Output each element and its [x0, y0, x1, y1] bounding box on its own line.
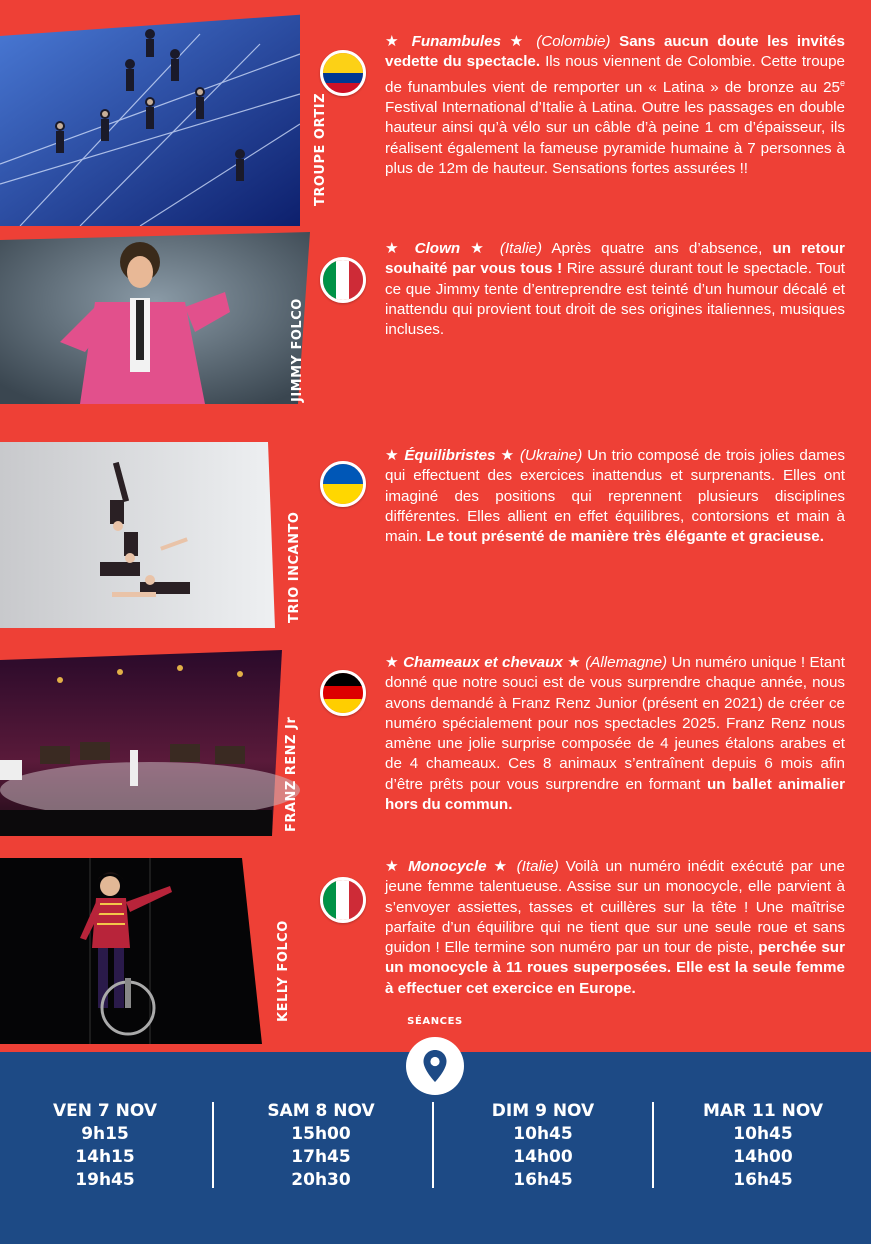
flag-italy: [320, 257, 366, 303]
star-icon: ★: [385, 447, 400, 464]
act-text-bold: un ballet animalier hors du commun.: [385, 775, 845, 814]
star-icon: ★: [385, 858, 402, 875]
star-icon: ★: [500, 447, 515, 464]
seance-day: DIM 9 NOV: [491, 1101, 595, 1121]
seance-time: 16h45: [513, 1170, 573, 1190]
column-divider: [212, 1102, 214, 1188]
act-description: [385, 239, 845, 340]
column-divider: [652, 1102, 654, 1188]
act-text: Voilà un numéro inédit exécuté par une jeune femme talentueuse. Assise sur un monocycle, elle parvient à s’envoyer assiettes, tasses et cuillères sur la tête ! Une maîtrise parfaite d’un équilibre qui ne tient que sur une seule roue et sans guidon ! Elle termine son numéro par un tour de piste,: [385, 858, 845, 957]
act-country: (Italie): [516, 858, 559, 875]
seance-time: 15h00: [291, 1124, 351, 1144]
seance-time: 19h45: [75, 1170, 135, 1190]
seance-day: MAR 11 NOV: [702, 1101, 824, 1121]
seance-day: VEN 7 NOV: [52, 1101, 158, 1121]
act-text-bold: Le tout présenté de manière très élégante et gracieuse.: [426, 528, 824, 546]
seance-time: 14h00: [733, 1147, 793, 1167]
caption-troupe-ortiz: TROUPE ORTIZ: [313, 92, 328, 206]
act-text: Un numéro unique ! Etant donné que notre souci est de vous surprendre chaque année, nous avons demandé à Franz Renz Junior (présent en 2021) de créer ce numéro spécialement pour nos spectacles 2025. Franz Renz nous amène une jolie surprise composée de 4 jeunes étalons arabes et de 4 chameaux. Ces 8 animaux s’entraînent depuis 6 mois afin d’être prêts pour vous surprendre en formant: [385, 654, 845, 793]
seance-day-col: [0, 1100, 210, 1192]
flag-colombia: [320, 50, 366, 96]
seance-time: 14h15: [75, 1147, 135, 1167]
act-description: [385, 857, 845, 999]
act-title: Clown: [414, 240, 461, 257]
seances-badge: [406, 1037, 464, 1095]
seance-day-col: [216, 1100, 426, 1192]
seance-day: SAM 8 NOV: [267, 1101, 375, 1121]
photo-franz-renz: [0, 650, 310, 836]
photo-kelly-folco: [0, 858, 310, 1044]
act-description: [385, 446, 845, 547]
act-text: Festival International d’Italie à Latina. Outre les passages en double hauteur ainsi qu’à vélo sur un câble d’à peine 1 cm d’épaisseur, ils réalisent également la fameuse pyramide humaine à 7 personnes à plus de 12m de hauteur. Sensations fortes assurées !!: [385, 98, 845, 177]
seance-time: 9h15: [81, 1124, 129, 1144]
act-title: Chameaux et chevaux: [403, 654, 563, 671]
photo-troupe-ortiz: [0, 14, 310, 226]
act-text: Rire assuré durant tout le spectacle. Tout ce que Jimmy tente d’entreprendre est teinté d’un humour décalé et inattendu qui provient tout droit de ses origines italiennes, musiques incluses.: [385, 260, 845, 339]
seance-time: 10h45: [733, 1124, 793, 1144]
italy-flag-icon: [323, 880, 363, 920]
act-title: Monocycle: [408, 858, 487, 875]
colombia-flag-icon: [323, 53, 363, 93]
seance-time: 20h30: [291, 1170, 351, 1190]
seance-day-col: [658, 1100, 868, 1192]
star-icon: ★: [385, 654, 399, 671]
act-country: (Allemagne): [585, 654, 668, 671]
act-country: (Ukraine): [519, 447, 583, 464]
location-pin-icon: [422, 1049, 448, 1083]
flag-ukraine: [320, 461, 366, 507]
star-icon: ★: [567, 654, 581, 671]
flag-germany: [320, 670, 366, 716]
act-country: (Italie): [499, 240, 543, 257]
act-text: Ils nous viennent de Colombie. Cette troupe de funambules vient de remporter un « Latina » de bronze au 25: [385, 53, 845, 96]
caption-kelly-folco: KELLY FOLCO: [276, 920, 291, 1022]
seance-time: 17h45: [291, 1147, 351, 1167]
seances-label: SÉANCES: [407, 1016, 463, 1027]
germany-flag-icon: [323, 673, 363, 713]
flag-italy: [320, 877, 366, 923]
caption-franz-renz: FRANZ RENZ Jr: [284, 716, 299, 832]
act-text: Un trio composé de trois jolies dames qui effectuent des exercices inattendus et surprenants. Elles ont imaginé des positions qui reprennent plusieurs disciplines différentes. Elles allient en effet équilibres, contorsions et main à main.: [385, 447, 845, 546]
act-description: [385, 32, 845, 179]
caption-trio-incanto: TRIO INCANTO: [287, 511, 302, 623]
seance-time: 10h45: [513, 1124, 573, 1144]
act-text-sup: e: [839, 77, 845, 88]
caption-jimmy-folco: JIMMY FOLCO: [290, 298, 305, 402]
photo-jimmy-folco: [0, 232, 310, 404]
ukraine-flag-icon: [323, 464, 363, 504]
act-country: (Colombie): [536, 33, 611, 50]
seance-time: 14h00: [513, 1147, 573, 1167]
star-icon: ★: [385, 33, 403, 50]
act-title: Équilibristes: [404, 447, 496, 464]
photo-trio-incanto: [0, 442, 310, 628]
seance-day-col: [438, 1100, 648, 1192]
star-icon: ★: [493, 858, 510, 875]
act-text-bold: perchée sur un monocycle à 11 roues superposées. Elle est la seule femme à effectuer cet exercice en Europe.: [385, 939, 845, 997]
star-icon: ★: [509, 33, 528, 50]
act-text: Après quatre ans d’absence,: [551, 240, 773, 257]
italy-flag-icon: [323, 260, 363, 300]
act-text-bold: Sans aucun doute les invités vedette du spectacle.: [385, 33, 845, 71]
star-icon: ★: [385, 240, 405, 257]
column-divider: [432, 1102, 434, 1188]
act-description: [385, 653, 845, 815]
star-icon: ★: [470, 240, 490, 257]
seance-time: 16h45: [733, 1170, 793, 1190]
act-text-bold: un retour souhaité par vous tous !: [385, 240, 845, 278]
act-title: Funambules: [411, 33, 502, 50]
